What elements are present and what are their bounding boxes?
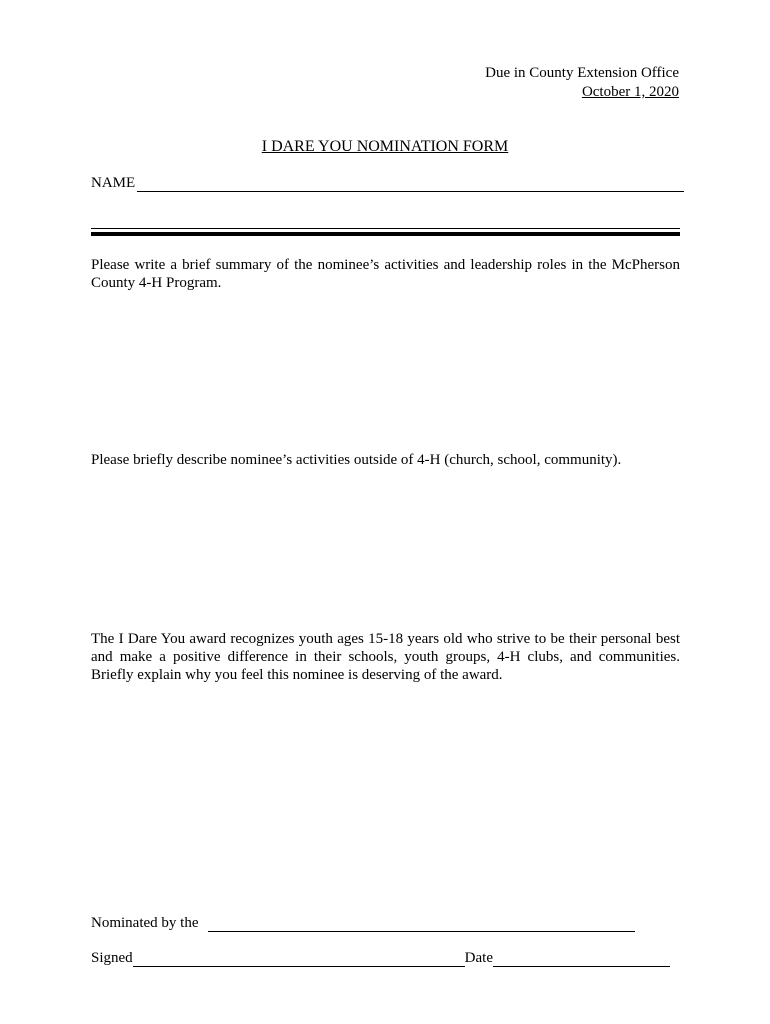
signed-label: Signed [91, 950, 133, 966]
nominated-by-line[interactable] [208, 917, 635, 932]
signed-row [91, 950, 670, 967]
due-date-text: October 1, 2020 [581, 84, 679, 100]
question-award-reason: The I Dare You award recognizes youth ages 15-18 years old who strive to be their personal best and make a positive difference in their schools, youth groups, 4-H clubs, and communities. Briefly explain why you feel this nominee is deserving of the award. [91, 631, 680, 683]
signed-line[interactable] [133, 952, 465, 967]
section-divider [91, 228, 680, 236]
question-4h-activities: Please write a brief summary of the nominee’s activities and leadership roles in the McPherson County 4-H Program. [91, 257, 680, 291]
question-outside-activities: Please briefly describe nominee’s activities outside of 4-H (church, school, community). [91, 452, 622, 468]
name-label: NAME [91, 175, 136, 191]
nominated-by-row [91, 915, 635, 932]
due-office-text: Due in County Extension Office [485, 65, 679, 81]
date-label: Date [464, 950, 493, 966]
name-input-line[interactable] [137, 176, 684, 192]
nominated-by-label: Nominated by the [91, 915, 199, 931]
name-field-row [91, 175, 684, 192]
form-title: I DARE YOU NOMINATION FORM [261, 138, 509, 155]
date-line[interactable] [493, 952, 670, 967]
due-info [485, 64, 679, 102]
